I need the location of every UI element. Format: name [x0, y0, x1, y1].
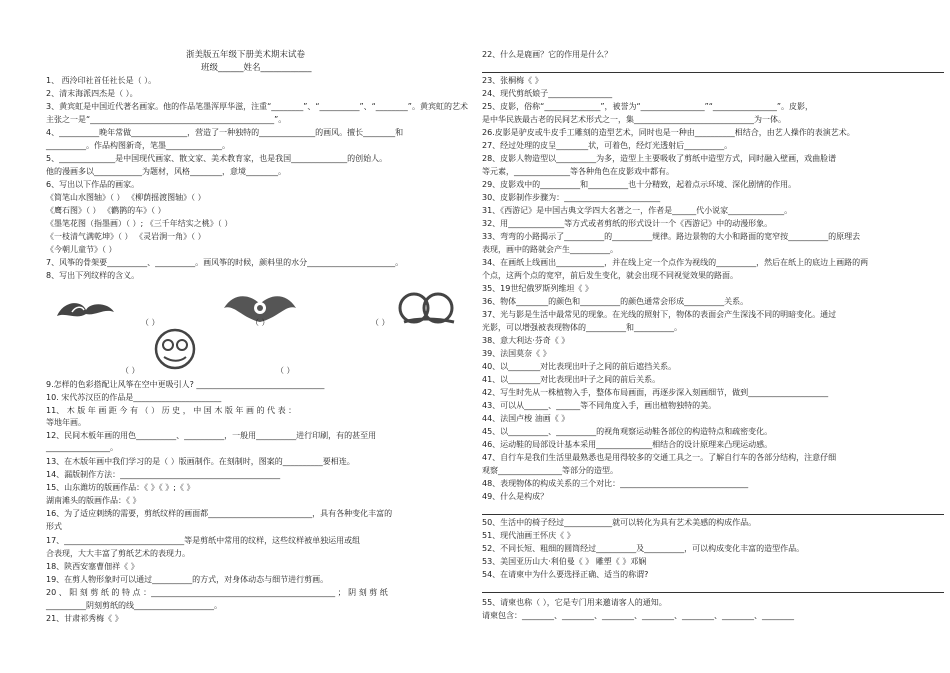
question-31: 31、《西游记》是中国古典文学四大名著之一，作者是______代小说家______________。	[482, 206, 793, 215]
question-41: 41、以________对比表现出叶子之间的前后关系。	[482, 375, 661, 384]
question-39: 39、法国莫奈《 》	[482, 349, 551, 358]
question-14: 14、漏版制作方法：________________________________________	[46, 470, 281, 479]
question-23: 23、张桐梅《 》	[482, 76, 543, 85]
question-1: 1、 西泠印社首任社长是（ ）。	[46, 76, 157, 85]
question-33-cont: 表现，画中的路就会产生__________。	[482, 245, 618, 254]
question-51: 51、现代油画王怀庆《 》	[482, 531, 575, 540]
question-48: 48、表现物体的构成关系的三个对比：________________________________	[482, 479, 749, 488]
question-3: 3、黄宾虹是中国近代著名画家。他的作品笔墨浑厚华滋，注重“________”、“__________”、“________”。黄宾虹的艺术	[46, 102, 468, 111]
question-4: 4、__________晚年常做______________，营造了一种独特的______________的画风。擅长________和	[46, 128, 404, 137]
question-15: 15、山东潍坊的版画作品：《 》《 》;《 》	[46, 483, 195, 492]
cloud-pattern-image	[52, 294, 122, 324]
question-19: 19、在剪人物形象时可以通过__________的方式，对身体动态与细节进行剪画。	[46, 575, 329, 584]
question-52: 52、不同长短、粗细的圆筒经过__________及__________，可以构成变化丰富的造型作品。	[482, 544, 805, 553]
question-6-row-1: 《简笔山水图轴》（ ） 《柳荫摇渡图轴》（ ）	[46, 193, 206, 202]
question-16-cont: 形式	[46, 522, 62, 531]
question-9: 9.怎样的色彩搭配让风筝在空中更吸引人? ________________________________	[46, 380, 325, 389]
question-20-cont: __________阴刻剪纸的线____________________。	[46, 601, 222, 610]
question-2: 2、清末海派四杰是（ ）。	[46, 89, 138, 98]
question-34-cont: 个点，这两个点的宽窄，前后发生变化，就会出现不同视觉效果的路面。	[482, 271, 738, 280]
question-24: 24、现代剪纸娘子________________	[482, 89, 613, 98]
question-35: 35、19世纪俄罗斯列维坦《 》	[482, 284, 593, 293]
question-17-cont: 合表现，大大丰富了剪纸艺术的表现力。	[46, 549, 190, 558]
class-name-line: 班级______姓名____________	[201, 63, 312, 73]
question-42: 42、写生时先从一株植物入手，整体布局画面，再逐步深入刻画细节，做到____________________	[482, 388, 829, 397]
question-17: 17、______________________________等是剪纸中常用的纹样，这些纹样被单独运用或组	[46, 536, 361, 545]
question-34: 34、在画纸上线画出____________，并在线上定一个点作为视线的__________，然后在纸上的底边上画路的两	[482, 258, 869, 267]
peach-pattern-image	[396, 288, 462, 328]
pattern-answer-3: （ ）	[371, 318, 390, 327]
question-49: 49、什么是构成？	[482, 492, 549, 501]
question-55: 55、请柬也称（ ），它是专门用来邀请客人的通知。	[482, 598, 667, 607]
question-18: 18、陕西安塞曹佃祥《 》	[46, 562, 139, 571]
question-28: 28、皮影人物造型以__________为多，造型上主要吸收了剪纸中造型方式，同时融入壁画，戏曲脸谱	[482, 154, 837, 163]
question-53: 53、美国亚历山大·利伯曼《 》 雕塑《 》邓娴	[482, 557, 647, 566]
question-28-cont: 等元素，______________等各种角色在皮影戏中都有。	[482, 167, 674, 176]
exam-title: 浙美版五年级下册美术期末试卷	[186, 50, 306, 60]
question-21: 21、甘肃祁秀梅《 》	[46, 614, 123, 623]
question-47-cont: 观察________________等部分的造型。	[482, 466, 618, 475]
question-6-row-3: 《墨笔花图（指墨画）（ ）; 《三千年结实之桃》（ ）	[46, 219, 233, 228]
question-45: 45、以__________、__________的视角观察运动鞋各部位的构造特点和疏密变化。	[482, 427, 773, 436]
question-11: 11、 木 版 年 画 距 今 有 （ ） 历 史 ， 中 国 木 版 年 画 的 代 表 ：	[46, 406, 297, 415]
answer-line-54	[482, 592, 944, 593]
question-26: 26.皮影是驴皮或牛皮手工雕刻的造型艺术，同时也是一种由__________相结合，由艺人操作的表演艺术。	[482, 128, 855, 137]
pattern-answer-5: （ ）	[276, 366, 295, 375]
answer-line-49	[482, 514, 944, 515]
question-29: 29、皮影戏中的__________和__________也十分精致，起着点示环境、深化剧情的作用。	[482, 180, 797, 189]
question-3-cont: 主张之一是“______________________________________________”。	[46, 115, 287, 124]
question-5-cont: 他的漫画多以____________为题材，风格________，意境________。	[46, 167, 286, 176]
question-16: 16、为了适应刺绣的需要，剪纸纹样的画面都__________________________，具有各种变化丰富的	[46, 509, 393, 518]
question-43: 43、可以从______、______等不同角度入手，画出植物独特的美。	[482, 401, 717, 410]
question-46: 46、运动鞋的局部设计基本采用______________相结合的设计原理来凸现运动感。	[482, 440, 773, 449]
question-47: 47、自行车是我们生活里最熟悉也是用得较多的交通工具之一。了解自行车的各部分结构，注意仔细	[482, 453, 837, 462]
question-6-row-4: 《一枝清气满乾坤》（ ） 《灵岩涧一角》（ ）	[46, 232, 206, 241]
question-44: 44、法国卢梭 油画《 》	[482, 414, 570, 423]
question-25: 25、皮影，俗称“______________”，被誉为“________________”“________________”。皮影，	[482, 102, 814, 111]
question-50: 50、生活中的椅子经过____________就可以转化为具有艺术美感的构成作品。	[482, 518, 757, 527]
question-8: 8、写出下列纹样的含义。	[46, 271, 140, 280]
question-27: 27、经过处理的皮呈________状，可着色，经灯光透射后__________。	[482, 141, 733, 150]
pattern-answer-1: （ ）	[141, 318, 160, 327]
question-12: 12、民间木板年画的用色__________、__________，一般用__________进行印刷，有的甚至用	[46, 431, 377, 440]
question-10: 10. 宋代苏汉臣的作品是______________________	[46, 393, 222, 402]
question-20: 20 、 阳 刻 剪 纸 的 特 点 ：______________________________________________ ； 阴 刻 剪 纸	[46, 588, 388, 597]
question-12-cont: ________________。	[46, 443, 118, 452]
question-13: 13、在木版年画中我们学习的是（ ）版画制作。在刻制时，图案的__________要相连。	[46, 457, 355, 466]
question-6-row-2: 《鹰石图》（ ） 《鹳鹊的车》（ ）	[46, 206, 166, 215]
question-55-cont: 请柬包含：________、________、________、________、________、________、________	[482, 611, 794, 620]
question-30: 30、皮影制作步骤为：________________________	[482, 193, 661, 202]
question-4-cont: __________。作品构图新奇，笔墨______________。	[46, 141, 230, 150]
question-11-cont: 等地年画。	[46, 418, 86, 427]
pattern-answer-2: （ ）	[251, 318, 270, 327]
question-36: 36、物体________的颜色和__________的颜色通常会形成__________关系。	[482, 297, 749, 306]
question-37-cont: 光影，可以增强被表现物体的__________和__________。	[482, 323, 682, 332]
answer-line-22	[482, 72, 944, 73]
question-15-cont: 湖南滩头的版画作品：《 》	[46, 496, 141, 505]
question-37: 37、光与影是生活中最常见的现象。在光线的照射下，物体的表面会产生深浅不同的明暗变化。通过	[482, 310, 837, 319]
question-33: 33、弯弯的小路揭示了__________的__________规律。路边景物的大小和路面的宽窄按__________的原理去	[482, 232, 861, 241]
question-22: 22、什么是鹿画？它的作用是什么？	[482, 50, 613, 59]
question-6: 6、写出以下作品的画家。	[46, 180, 140, 189]
question-25-cont: 是中华民族最古老的民间艺术形式之一，集______________________________为一体。	[482, 115, 786, 124]
question-38: 38、意大利达·芬奇《 》	[482, 336, 570, 345]
question-32: 32、用______________等方式或者剪纸的形式设计一个《西游记》中的动漫形象。	[482, 219, 773, 228]
question-5: 5、______________是中国现代画家、散文家、美术教育家，也是我国______________的创始人。	[46, 154, 388, 163]
question-6-row-5: 《今朝儿童节》（ ）	[46, 245, 117, 254]
pattern-answer-4: （ ）	[121, 366, 140, 375]
question-7: 7、风筝的骨架要__________、__________。画风筝的时候，颜料里的水分______________________。	[46, 258, 404, 267]
question-40: 40、以________对比表现出叶子之间的前后遮挡关系。	[482, 362, 677, 371]
question-54: 54、在请柬中为什么要选择正确、适当的称谓?	[482, 570, 649, 579]
round-pattern-image	[150, 328, 200, 370]
